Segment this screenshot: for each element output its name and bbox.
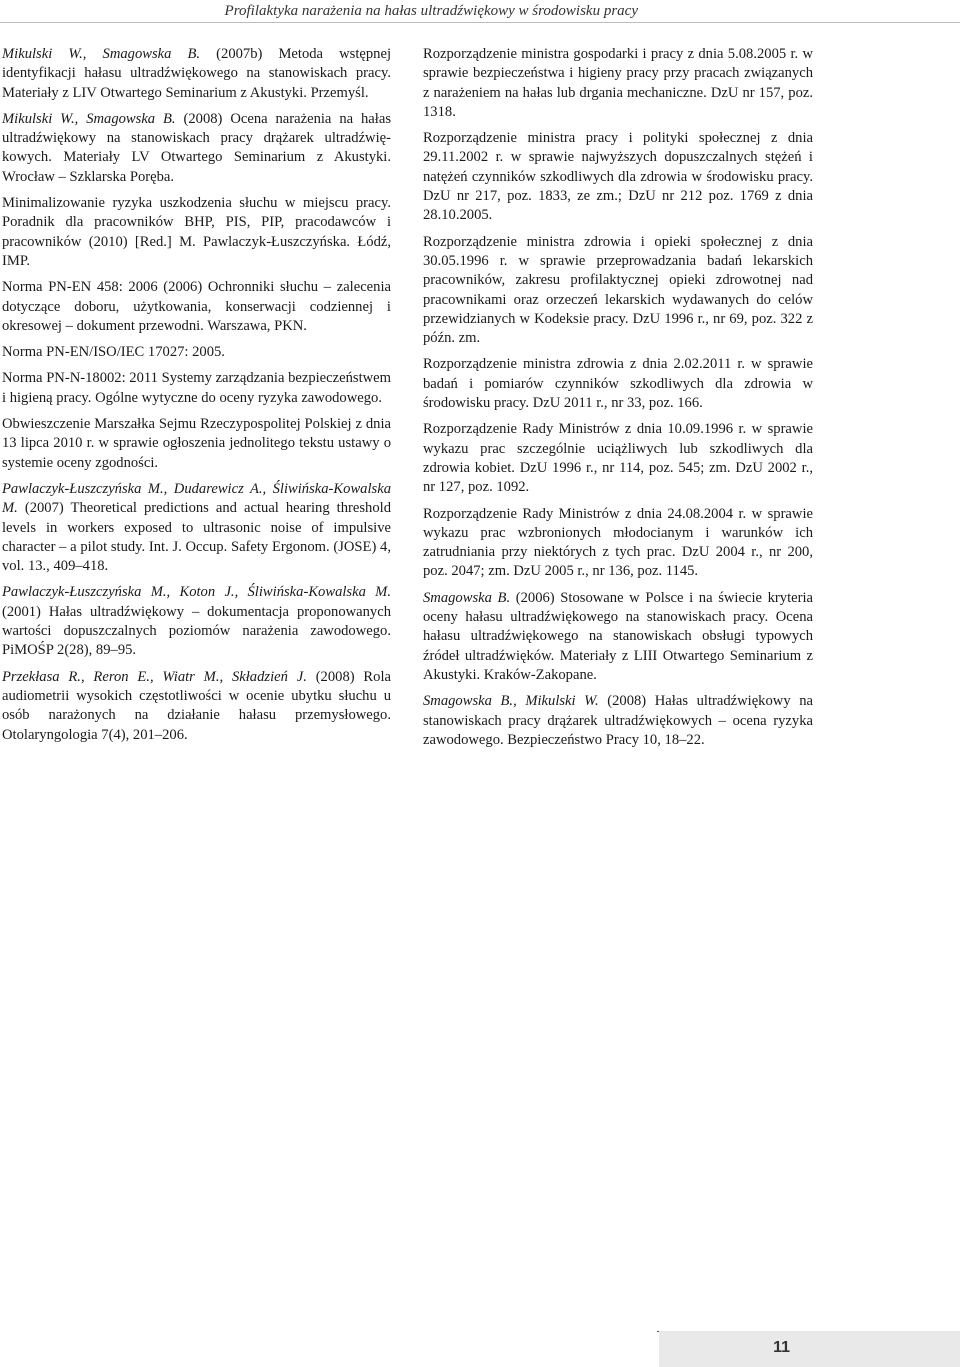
reference-entry bbox=[2, 110, 391, 187]
reference-text: Obwieszczenie Marszałka Sejmu Rzeczypospolitej Polskiej z dnia 13 lipca 2010 r. w sprawie ogłoszenia jednolitego tekstu ustawy o systemie oceny zgodności. bbox=[2, 416, 391, 471]
reference-entry bbox=[423, 505, 813, 582]
reference-text: Rozporządzenie ministra pracy i polityki społecznej z dnia 29.11.2002 r. w sprawie najwyższych dopuszczalnych stężeń i natężeń czynników szkodliwych dla zdrowia w środowisku pracy. DzU nr 217, poz. 1833, ze zm.; DzU nr 212 poz. 1769 z dnia 28.10.2005. bbox=[423, 130, 813, 224]
references-left-column bbox=[2, 45, 391, 752]
reference-text: Rozporządzenie ministra gospodarki i pracy z dnia 5.08.2005 r. w sprawie bezpieczeństwa i higieny pracy przy pracach związanych z narażeniem na hałas lub drgania mechaniczne. DzU nr 157, poz. 1318. bbox=[423, 46, 813, 120]
reference-entry bbox=[423, 233, 813, 349]
running-title: Profilaktyka narażenia na hałas ultradźwiękowy w środowisku pracy bbox=[224, 3, 638, 19]
reference-text: Norma PN-N-18002: 2011 Systemy zarządzania bezpieczeństwem i higieną pracy. Ogólne wytyczne do oceny ryzyka zawodowego. bbox=[2, 370, 391, 406]
reference-text: Rozporządzenie ministra zdrowia i opieki społecznej z dnia 30.05.1996 r. w sprawie przeprowadzania badań lekarskich pracowników, zakresu profilaktycznej opieki zdrowotnej nad pracownikami oraz orzeczeń lekarskich wydawanych do celów przewidzianych w Kodeksie pracy. DzU 1996 r., nr 69, poz. 322 z późn. zm. bbox=[423, 233, 813, 347]
reference-entry bbox=[2, 480, 391, 576]
reference-text: Norma PN-EN 458: 2006 (2006) Ochronniki słuchu – zalecenia dotyczące doboru, użytkowania, konserwacji codziennej i okresowej – dokument przewodni. Warszawa, PKN. bbox=[2, 279, 391, 334]
reference-entry bbox=[2, 194, 391, 271]
reference-authors: Mikulski W., Smagowska B. bbox=[2, 110, 176, 127]
reference-text: Rozporządzenie Rady Ministrów z dnia 10.09.1996 r. w sprawie wykazu prac szczególnie uciążliwych lub szkodliwych dla zdrowia kobiet. DzU 1996 r., nr 114, poz. 545; zm. DzU 2002 r., nr 127, poz. 1092. bbox=[423, 421, 813, 496]
reference-entry bbox=[423, 129, 813, 225]
reference-entry bbox=[2, 583, 391, 660]
reference-authors: Pawlaczyk-Łuszczyńska M., Dudarewicz A., Śliwińska-Kowalska M. bbox=[2, 480, 391, 517]
reference-text: (2007) Theoretical predictions and actual hearing threshold levels in workers exposed to ultrasonic noise of impulsive character – a pilot study. Int. J. Occup. Safety Ergonom. (JOSE) 4, vol. 13., 409–418. bbox=[2, 500, 391, 575]
reference-authors: Pawlaczyk-Łuszczyńska M., Koton J., Śliwińska-Kowalska M. bbox=[2, 584, 391, 601]
reference-entry bbox=[2, 343, 391, 362]
reference-entry bbox=[2, 415, 391, 473]
reference-text: (2008) Hałas ultradźwiękowy na stanowiskach pracy drążarek ultradźwiękowych – ocena ryzyka zawodowego. Bezpieczeństwo Pracy 10, 18–22. bbox=[423, 693, 813, 748]
references-right-column bbox=[423, 45, 813, 757]
running-header bbox=[0, 0, 960, 23]
reference-text: Rozporządzenie ministra zdrowia z dnia 2.02.2011 r. w sprawie badań i pomiarów czynników szkodliwych dla zdrowia w środowisku pracy. DzU 2011 r., nr 33, poz. 166. bbox=[423, 356, 813, 412]
reference-entry bbox=[2, 278, 391, 336]
reference-text: (2007b) Metoda wstępnej identyfikacji hałasu ultradźwiękowego na stanowiskach pracy. Materiały z LIV Otwartego Seminarium z Akustyki. Przemyśl. bbox=[2, 46, 391, 101]
reference-authors: Smagowska B. bbox=[423, 589, 511, 606]
reference-text: (2001) Hałas ultradźwiękowy – dokumentacja proponowanych wartości dopuszczalnych poziomów narażenia zawodowego. PiMOŚP 2(28), 89–95. bbox=[2, 603, 391, 659]
page-number-box bbox=[659, 1331, 960, 1367]
page-number: 11 bbox=[773, 1339, 790, 1356]
reference-text: (2008) Rola audiometrii wysokich częstotliwości w ocenie ubytku słuchu u osób narażonych na działanie hałasu przemysłowego. Otolaryngologia 7(4), 201–206. bbox=[2, 668, 391, 743]
reference-entry bbox=[2, 369, 391, 408]
reference-text: Norma PN-EN/ISO/IEC 17027: 2005. bbox=[2, 344, 225, 361]
reference-entry bbox=[423, 355, 813, 413]
reference-authors: Mikulski W., Smagowska B. bbox=[2, 46, 201, 62]
reference-entry bbox=[423, 589, 813, 685]
reference-entry bbox=[2, 668, 391, 745]
reference-text: (2008) Ocena narażenia na hałas ultradźwiękowy na stanowiskach pracy drążarek ultradźwiękowych. Materiały LV Otwartego Seminarium z Akustyki. Wrocław – Szklarska Poręba. bbox=[2, 110, 391, 185]
reference-entry bbox=[423, 420, 813, 497]
reference-entry bbox=[423, 45, 813, 122]
reference-entry bbox=[423, 692, 813, 750]
reference-authors: Smagowska B., Mikulski W. bbox=[423, 693, 599, 710]
reference-text: (2006) Stosowane w Polsce i na świecie kryteria oceny hałasu ultradźwiękowego na stanowiskach pracy. Ocena hałasu ultradźwiękowego na stanowiskach obsługi typowych źródeł ultradźwięków. Materiały z LIII Otwartego Seminarium z Akustyki. Kraków-Zakopane. bbox=[423, 589, 813, 683]
reference-authors: Przekłasa R., Reron E., Wiatr M., Składzień J. bbox=[2, 668, 307, 685]
reference-entry bbox=[2, 45, 391, 103]
reference-text: Minimalizowanie ryzyka uszkodzenia słuchu w miejscu pracy. Poradnik dla pracowników BHP, PIS, PIP, pracodawców i pracowników (2010) [Red.] M. Pawlaczyk-Łuszczyńska. Łódź, IMP. bbox=[2, 195, 391, 269]
reference-text: Rozporządzenie Rady Ministrów z dnia 24.08.2004 r. w sprawie wykazu prac wzbronionych młodocianym i warunków ich zatrudniania przy niektórych z tych prac. DzU 2004 r., nr 200, poz. 2047; zm. DzU 2005 r., nr 136, poz. 1145. bbox=[423, 505, 813, 580]
